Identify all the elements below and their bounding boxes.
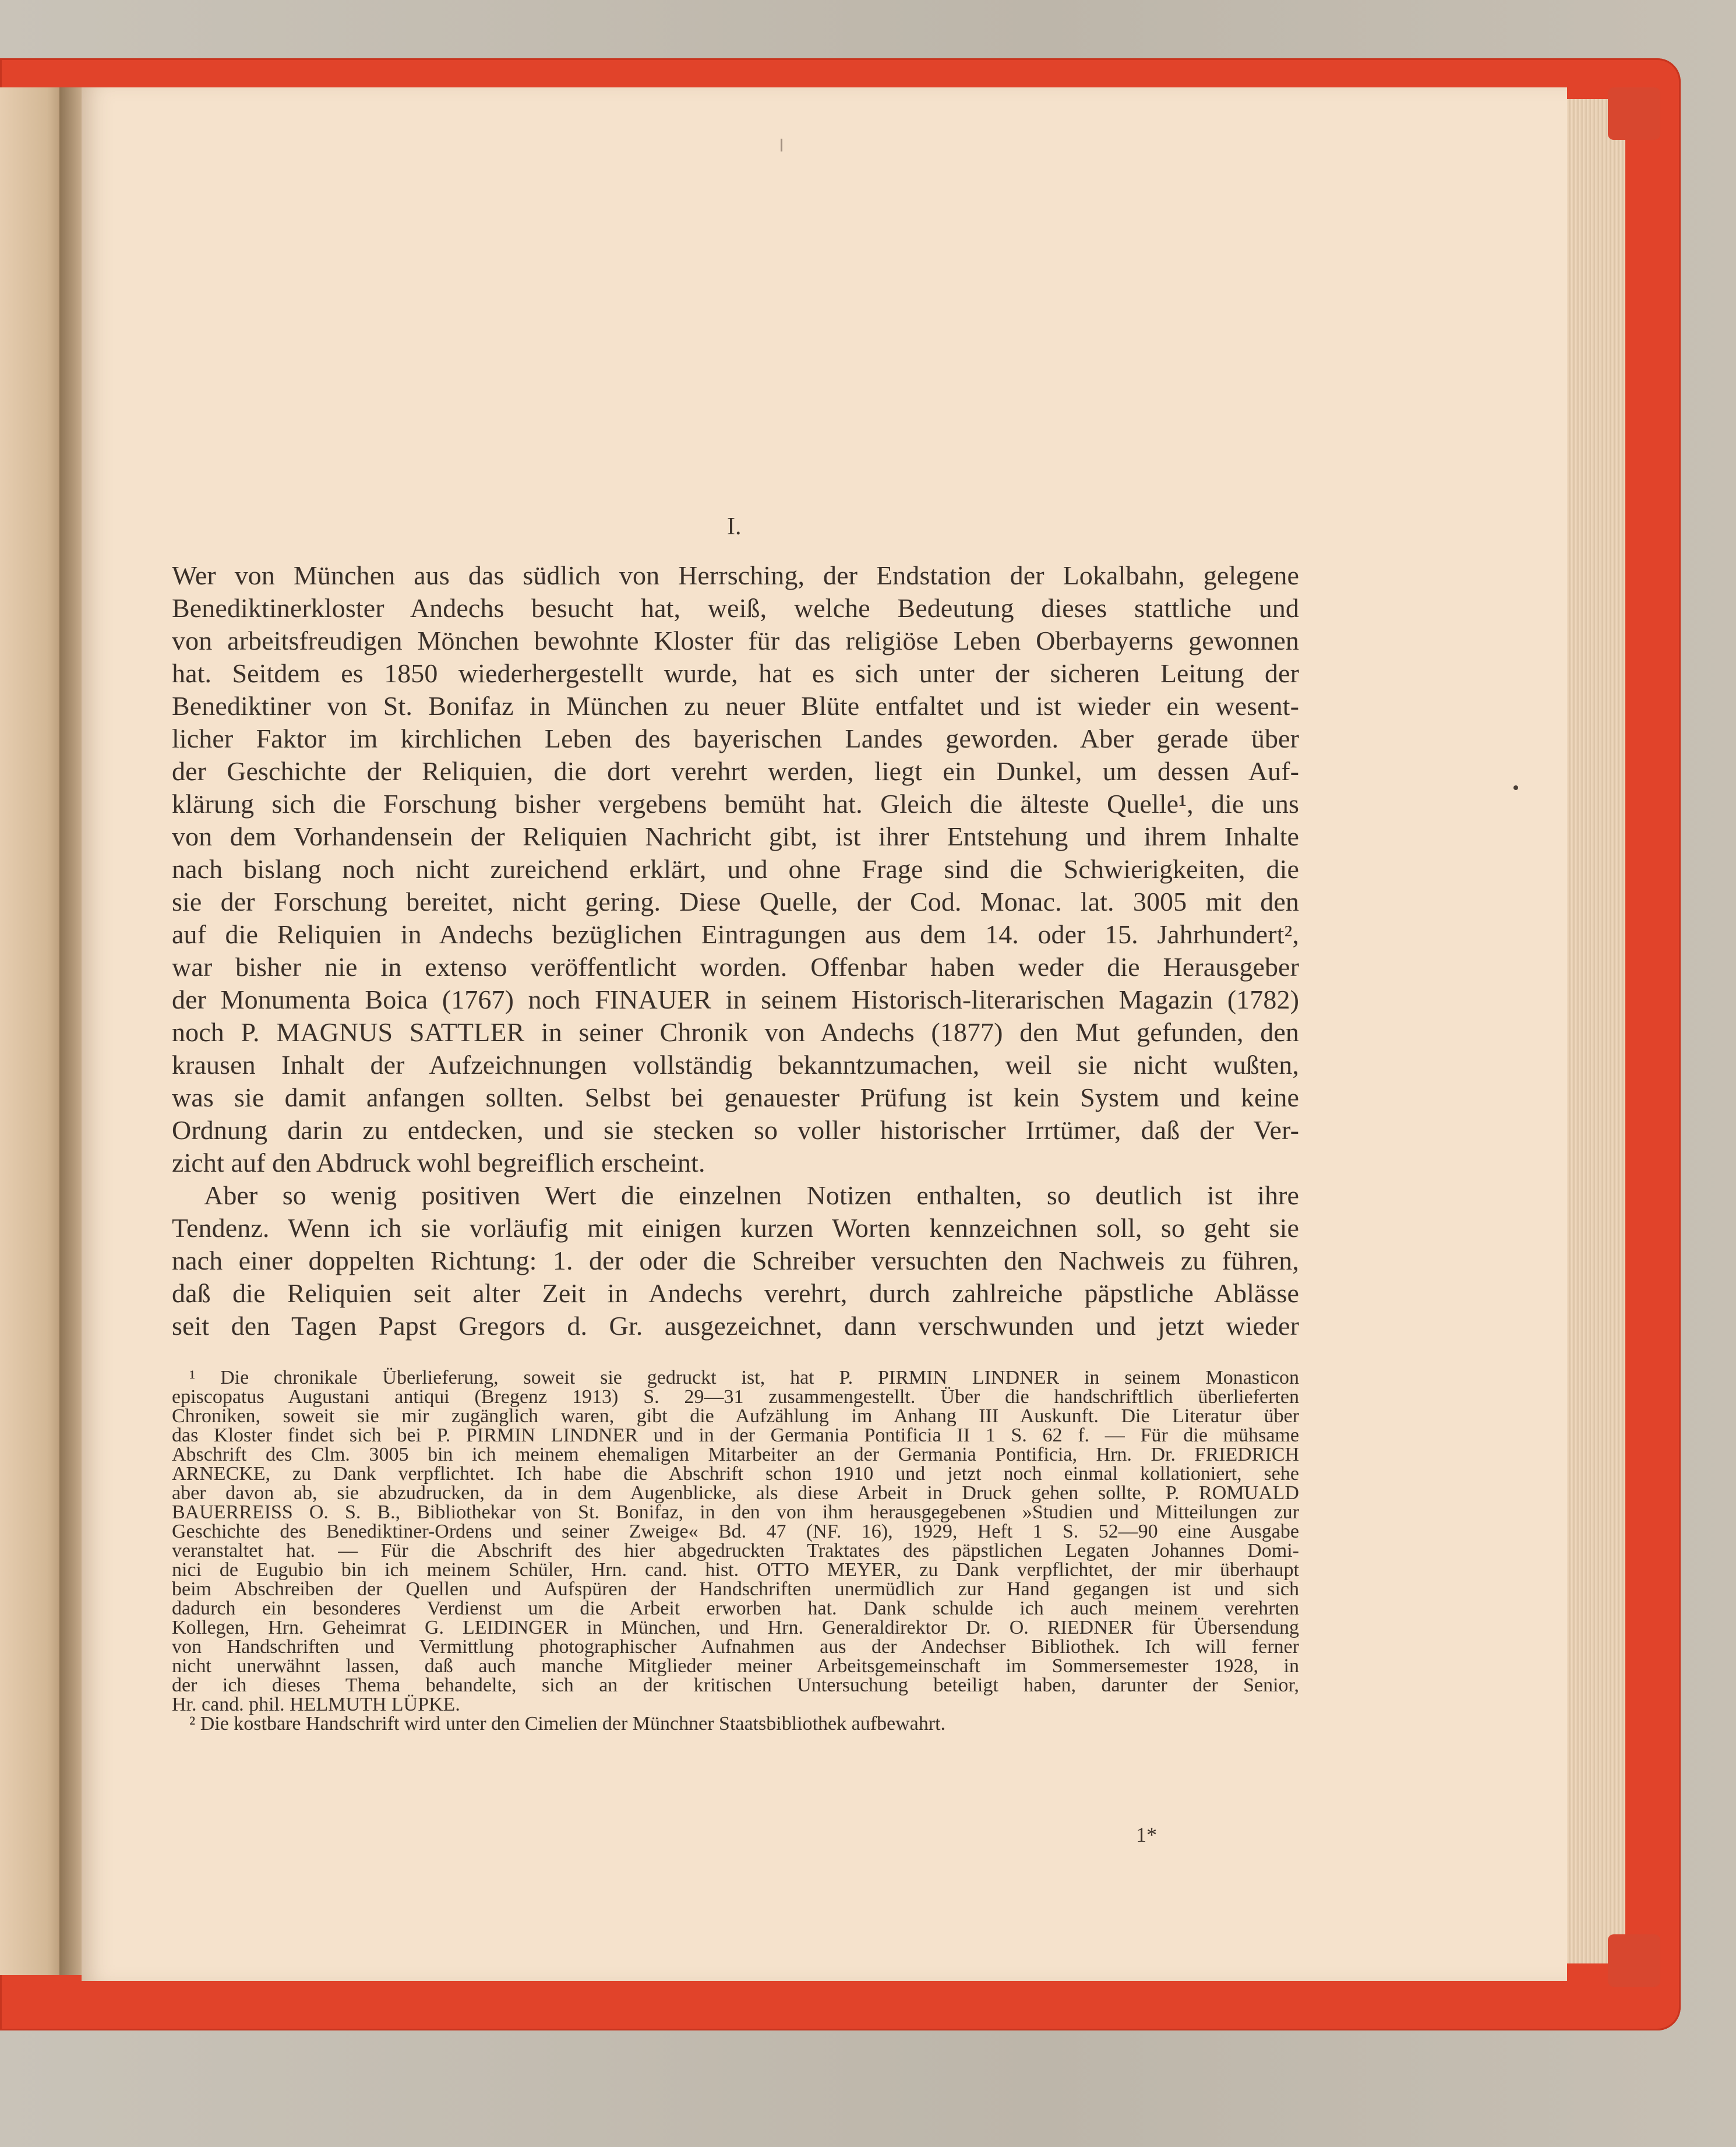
- footnote-line: der ich dieses Thema behandelte, sich an der kritischen Untersuchung beteiligt haben, darunter der Senior,: [172, 1674, 1299, 1696]
- body-line: nach einer doppelten Richtung: 1. der oder die Schreiber versuchten den Nachweis zu führen,: [172, 1246, 1299, 1275]
- left-page-edge: [0, 87, 63, 1975]
- print-mark: [781, 139, 782, 151]
- footnote-line: Hr. cand. phil. HELMUTH LÜPKE.: [172, 1694, 460, 1715]
- footnote-line: das Kloster findet sich bei P. PIRMIN LINDNER und in der Germania Pontificia II 1 S. 62 f. — Für die mühsame: [172, 1425, 1299, 1446]
- footnote-line: nici de Eugubio bin ich meinem Schüler, Hrn. cand. hist. OTTO MEYER, zu Dank verpflichtet, der mir überhaupt: [172, 1559, 1299, 1581]
- footnote-line: von Handschriften und Vermittlung photographischer Aufnahmen aus der Andechser Bibliothek. Ich will ferner: [172, 1636, 1299, 1658]
- body-line: daß die Reliquien seit alter Zeit in Andechs verehrt, durch zahlreiche päpstliche Ablässe: [172, 1278, 1299, 1308]
- page-edges: [1567, 99, 1625, 1963]
- body-line: zicht auf den Abdruck wohl begreiflich erscheint.: [172, 1148, 705, 1177]
- body-line: Benediktiner von St. Bonifaz in München zu neuer Blüte entfaltet und ist wieder ein wesent-: [172, 691, 1299, 721]
- body-line: licher Faktor im kirchlichen Leben des bayerischen Landes geworden. Aber gerade über: [172, 724, 1299, 753]
- spine-tailcap: [1608, 1934, 1660, 1987]
- sheet-signature: 1*: [1136, 1823, 1157, 1846]
- body-line: klärung sich die Forschung bisher vergebens bemüht hat. Gleich die älteste Quelle¹, die uns: [172, 789, 1299, 819]
- book-gutter: [59, 87, 83, 1975]
- footnote-line: BAUERREISS O. S. B., Bibliothekar von St. Bonifaz, in den von ihm herausgegebenen »Studien und Mitteilungen zur: [172, 1501, 1299, 1523]
- footnote-line: dadurch ein besonderes Verdienst um die Arbeit erworben hat. Dank schulde ich auch meinem verehrten: [172, 1598, 1299, 1619]
- body-line: noch P. MAGNUS SATTLER in seiner Chronik von Andechs (1877) den Mut gefunden, den: [172, 1017, 1299, 1047]
- body-line: nach bislang noch nicht zureichend erklärt, und ohne Frage sind die Schwierigkeiten, die: [172, 854, 1299, 884]
- body-line: krausen Inhalt der Aufzeichnungen vollständig bekanntzumachen, weil sie nicht wußten,: [172, 1050, 1299, 1080]
- footnote-line: Abschrift des Clm. 3005 bin ich meinem ehemaligen Mitarbeiter an der Germania Pontificia, Hrn. Dr. FRIEDRICH: [172, 1444, 1299, 1465]
- footnote-line: aber davon ab, sie abzudrucken, da in dem Augenblicke, als diese Arbeit in Druck gehen sollte, P. ROMUALD: [172, 1482, 1299, 1504]
- footnote-line: ² Die kostbare Handschrift wird unter den Cimelien der Münchner Staatsbibliothek aufbewahrt.: [189, 1713, 946, 1734]
- footnote-line: Geschichte des Benediktiner-Ordens und seiner Zweige« Bd. 47 (NF. 16), 1929, Heft 1 S. 52—90 eine Ausgabe: [172, 1521, 1299, 1542]
- body-line: Ordnung darin zu entdecken, und sie stecken so voller historischer Irrtümer, daß der Ver-: [172, 1115, 1299, 1145]
- footnote-line: ¹ Die chronikale Überlieferung, soweit sie gedruckt ist, hat P. PIRMIN LINDNER in seinem Monasticon: [189, 1367, 1299, 1388]
- body-line: von arbeitsfreudigen Mönchen bewohnte Kloster für das religiöse Leben Oberbayerns gewonnen: [172, 626, 1299, 655]
- body-line: sie der Forschung bereitet, nicht gering. Diese Quelle, der Cod. Monac. lat. 3005 mit den: [172, 887, 1299, 916]
- body-line: war bisher nie in extenso veröffentlicht worden. Offenbar haben weder die Herausgeber: [172, 952, 1299, 982]
- footnotes: [172, 1368, 1299, 1733]
- footnote-line: veranstaltet hat. — Für die Abschrift des hier abgedruckten Traktates des päpstlichen Legaten Johannes Domi-: [172, 1540, 1299, 1561]
- footnote-line: ARNECKE, zu Dank verpflichtet. Ich habe die Abschrift schon 1910 und jetzt noch einmal kollationiert, sehe: [172, 1463, 1299, 1485]
- spine-headcap: [1608, 87, 1660, 140]
- body-line: Benediktinerkloster Andechs besucht hat, weiß, welche Bedeutung dieses stattliche und: [172, 593, 1299, 623]
- body-line: von dem Vorhandensein der Reliquien Nachricht gibt, ist ihrer Entstehung und ihrem Inhalte: [172, 822, 1299, 851]
- footnote-line: beim Abschreiben der Quellen und Aufspüren der Handschriften unermüdlich zur Hand gegangen ist und sich: [172, 1578, 1299, 1600]
- body-line: seit den Tagen Papst Gregors d. Gr. ausgezeichnet, dann verschwunden und jetzt wieder: [172, 1311, 1299, 1341]
- section-number: I.: [727, 513, 742, 540]
- footnote-line: nicht unerwähnt lassen, daß auch manche Mitglieder meiner Arbeitsgemeinschaft im Sommersemester 1928, in: [172, 1655, 1299, 1677]
- footnote-line: Kollegen, Hrn. Geheimrat G. LEIDINGER in München, und Hrn. Generaldirektor Dr. O. RIEDNER für Übersendung: [172, 1617, 1299, 1638]
- footnote-line: Chroniken, soweit sie mir zugänglich waren, gibt die Aufzählung im Anhang III Auskunft. Die Literatur über: [172, 1405, 1299, 1427]
- body-line: der Geschichte der Reliquien, die dort verehrt werden, liegt ein Dunkel, um dessen Auf-: [172, 756, 1299, 786]
- body-text: [172, 559, 1299, 1342]
- body-line: der Monumenta Boica (1767) noch FINAUER in seinem Historisch-literarischen Magazin (1782): [172, 985, 1299, 1014]
- body-line: Aber so wenig positiven Wert die einzelnen Notizen enthalten, so deutlich ist ihre: [204, 1180, 1299, 1210]
- body-line: Wer von München aus das südlich von Herrsching, der Endstation der Lokalbahn, gelegene: [172, 560, 1299, 590]
- footnote-line: episcopatus Augustani antiqui (Bregenz 1913) S. 29—31 zusammengestellt. Über die handschriftlich überlieferten: [172, 1386, 1299, 1408]
- body-line: hat. Seitdem es 1850 wiederhergestellt wurde, hat es sich unter der sicheren Leitung der: [172, 658, 1299, 688]
- body-line: auf die Reliquien in Andechs bezüglichen Eintragungen aus dem 14. oder 15. Jahrhundert²,: [172, 919, 1299, 949]
- body-line: Tendenz. Wenn ich sie vorläufig mit einigen kurzen Worten kennzeichnen soll, so geht sie: [172, 1213, 1299, 1243]
- body-line: was sie damit anfangen sollten. Selbst bei genauester Prüfung ist kein System und keine: [172, 1083, 1299, 1112]
- margin-dot: [1513, 785, 1518, 790]
